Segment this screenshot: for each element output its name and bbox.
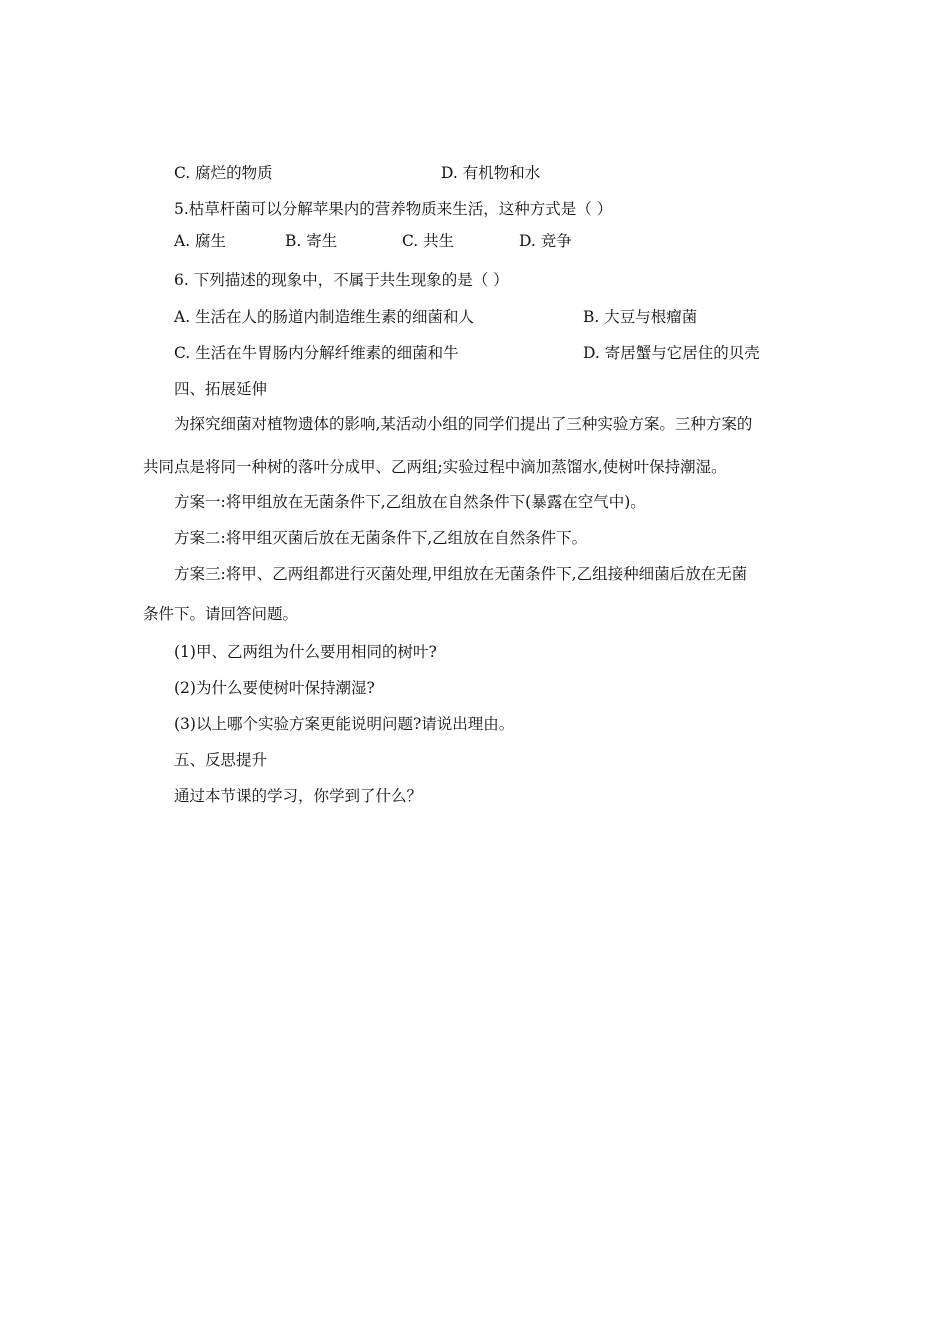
q6-stem: 6. 下列描述的现象中，不属于共生现象的是（ ） (174, 271, 509, 289)
plan-three-line2: 条件下。请回答问题。 (143, 605, 299, 623)
q4-option-c: C. 腐烂的物质 (174, 164, 273, 182)
plan-one: 方案一:将甲组放在无菌条件下,乙组放在自然条件下(暴露在空气中)。 (174, 493, 646, 511)
q6-option-c: C. 生活在牛胃肠内分解纤维素的细菌和牛 (174, 344, 459, 362)
section5-heading: 五、反思提升 (174, 751, 268, 769)
q5-stem: 5.枯草杆菌可以分解苹果内的营养物质来生活，这种方式是（ ） (174, 200, 613, 218)
section4-para-line1: 为探究细菌对植物遗体的影响,某活动小组的同学们提出了三种实验方案。三种方案的 (174, 415, 753, 433)
section5-prompt: 通过本节课的学习，你学到了什么？ (174, 787, 423, 805)
q5-option-b: B. 寄生 (285, 232, 338, 250)
section4-heading: 四、拓展延伸 (174, 380, 268, 398)
q5-option-d: D. 竞争 (519, 232, 572, 250)
q5-option-a: A. 腐生 (174, 232, 227, 250)
q6-option-a: A. 生活在人的肠道内制造维生素的细菌和人 (174, 308, 475, 326)
plan-two: 方案二:将甲组灭菌后放在无菌条件下,乙组放在自然条件下。 (174, 529, 588, 547)
sub-question-2: (2)为什么要使树叶保持潮湿? (174, 679, 375, 697)
sub-question-3: (3)以上哪个实验方案更能说明问题?请说出理由。 (174, 715, 515, 733)
q4-option-d: D. 有机物和水 (441, 164, 541, 182)
q6-option-b: B. 大豆与根瘤菌 (583, 308, 698, 326)
q6-option-d: D. 寄居蟹与它居住的贝壳 (583, 344, 760, 362)
sub-question-1: (1)甲、乙两组为什么要用相同的树叶? (174, 643, 437, 661)
section4-para-line2: 共同点是将同一种树的落叶分成甲、乙两组;实验过程中滴加蒸馏水,使树叶保持潮湿。 (143, 458, 727, 476)
plan-three-line1: 方案三:将甲、乙两组都进行灭菌处理,甲组放在无菌条件下,乙组接种细菌后放在无菌 (174, 565, 748, 583)
q5-option-c: C. 共生 (402, 232, 455, 250)
